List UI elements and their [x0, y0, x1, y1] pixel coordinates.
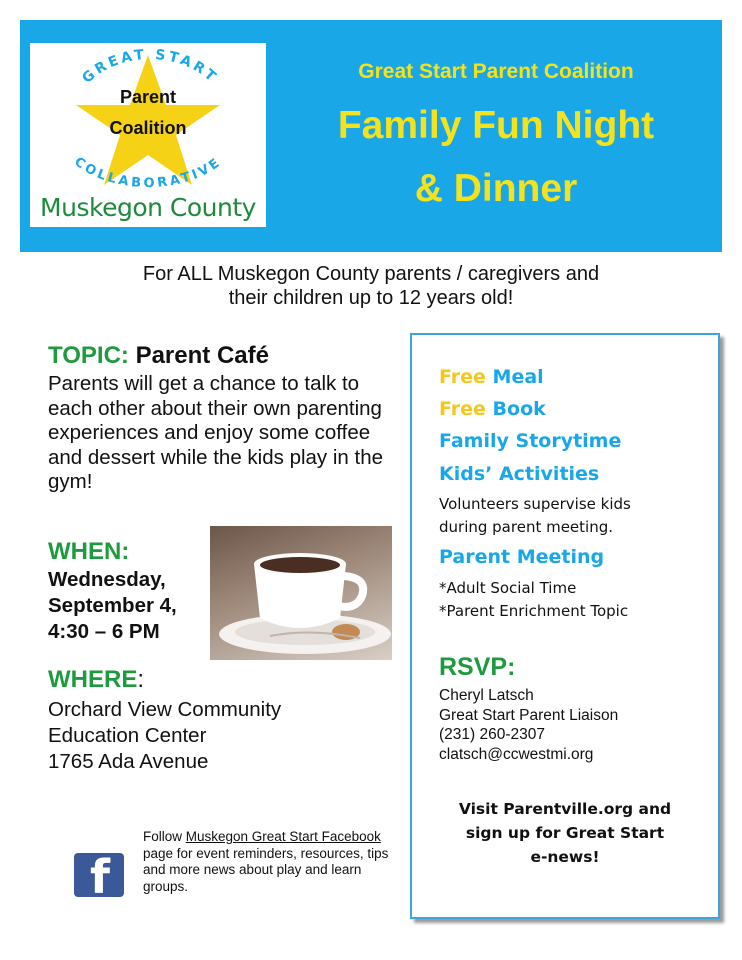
perk-parent-meeting: Parent Meeting [439, 546, 605, 568]
logo-parent-text: Parent [119, 87, 177, 107]
facebook-page-link[interactable]: Muskegon Great Start Facebook [185, 829, 381, 844]
visit-line1: Visit Parentville.org and [458, 800, 672, 818]
event-title-line2: & Dinner [414, 167, 578, 210]
perk-meal: Meal [492, 366, 544, 388]
organization-name: Great Start Parent Coalition [358, 60, 634, 83]
follow-suffix: page for event reminders, resources, tips and more news about play and learn groups. [143, 845, 389, 894]
perk-free-book [439, 398, 546, 420]
coffee-cup-photo [210, 526, 392, 660]
rsvp-contact [439, 686, 709, 764]
perk-book-free: Free [439, 398, 486, 420]
volunteers-line1: Volunteers supervise kids [439, 495, 631, 513]
volunteers-line2: during parent meeting. [439, 518, 614, 536]
logo-arc-top: GREAT START [79, 46, 221, 87]
intro-line1: For ALL Muskegon County parents / caregivers and [142, 263, 600, 285]
contact-email[interactable]: clatsch@ccwestmi.org [439, 745, 594, 763]
follow-prefix: Follow [143, 829, 186, 844]
visit-line3: e-news! [530, 848, 600, 866]
where-label: WHERE [48, 666, 138, 693]
coalition-logo [30, 43, 266, 227]
when-date: September 4, [48, 594, 177, 617]
facebook-icon[interactable]: f [74, 853, 124, 897]
event-title-line1: Family Fun Night [337, 104, 655, 147]
perk-free-meal [439, 366, 544, 388]
where-heading [48, 666, 144, 694]
logo-coalition-text: Coalition [109, 118, 187, 138]
meeting-item-enrichment: *Parent Enrichment Topic [439, 602, 629, 620]
meeting-item-social: *Adult Social Time [439, 579, 577, 597]
when-details [48, 567, 218, 645]
perk-meal-free: Free [439, 366, 486, 388]
topic-value: Parent Café [135, 342, 269, 369]
when-day: Wednesday, [48, 568, 166, 591]
where-colon: : [137, 666, 145, 693]
contact-name: Cheryl Latsch [439, 687, 534, 704]
svg-text:COLLABORATIVE [71, 154, 225, 191]
topic-heading [48, 342, 269, 370]
volunteers-note [439, 493, 709, 539]
when-time: 4:30 – 6 PM [48, 620, 160, 643]
when-label: WHEN: [48, 538, 130, 565]
perk-book: Book [492, 398, 546, 420]
venue-line1: Orchard View Community [48, 698, 282, 721]
coffee-cup-icon [210, 526, 392, 660]
logo-county-text: Muskegon County [40, 193, 256, 222]
venue-line2: Education Center [48, 724, 207, 747]
topic-description: Parents will get a chance to talk to each other about their own parenting experiences and enjoy some coffee and dessert while the kids play in the gym! [48, 372, 384, 493]
perk-activities: Kids’ Activities [439, 463, 600, 485]
perk-storytime: Family Storytime [439, 430, 622, 452]
intro-line2: their children up to 12 years old! [228, 287, 514, 309]
audience-intro [40, 262, 702, 310]
rsvp-label: RSVP: [439, 653, 516, 681]
visit-parentville [420, 797, 710, 869]
facebook-follow-text [143, 829, 393, 895]
contact-phone[interactable]: (231) 260-2307 [439, 726, 545, 743]
where-details [48, 697, 388, 775]
visit-line2: sign up for Great Start [465, 824, 665, 842]
topic-label: TOPIC: [48, 342, 129, 369]
contact-title: Great Start Parent Liaison [439, 706, 619, 724]
venue-address: 1765 Ada Avenue [48, 750, 209, 773]
meeting-items [439, 577, 709, 623]
logo-arc-bottom: COLLABORATIVE [71, 154, 225, 192]
